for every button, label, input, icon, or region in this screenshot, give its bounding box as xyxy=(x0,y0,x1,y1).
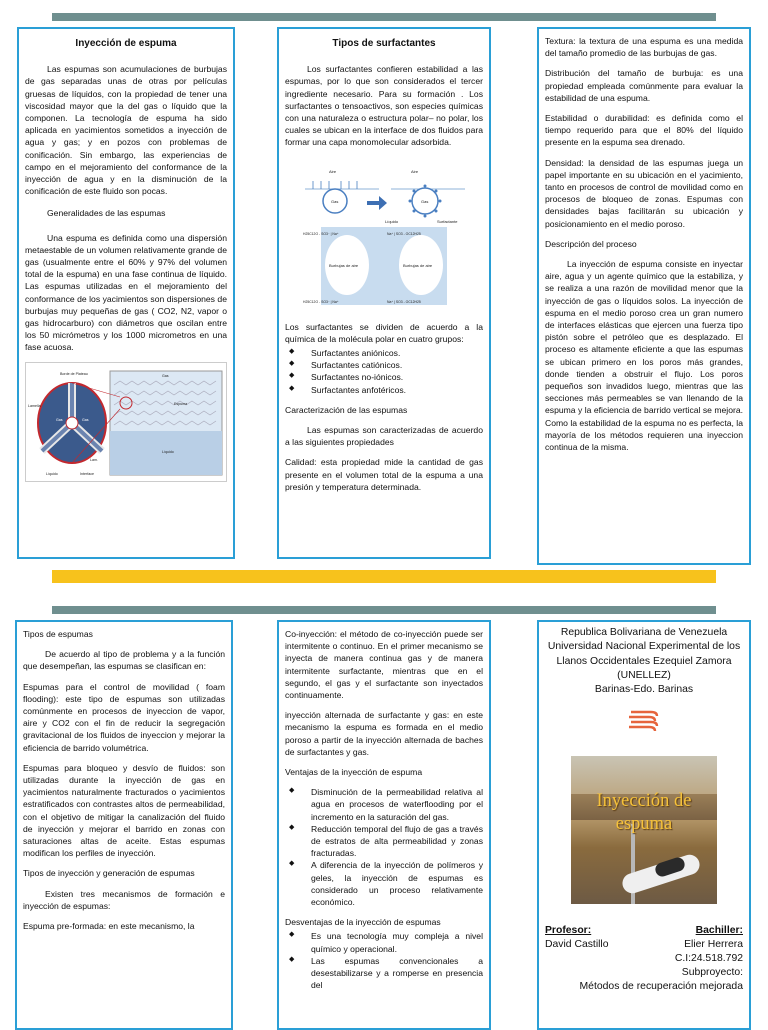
section-title: Tipos de surfactantes xyxy=(332,38,436,49)
section-subtitle: Tipos de espumas xyxy=(23,629,93,639)
disadvantages-list xyxy=(285,930,483,991)
fig-label: Na⁺ | SO3 - OC12H25 xyxy=(387,231,421,236)
paragraph: Estabilidad o durabilidad: es definida como el tiempo requerido para que el 80% del líquido presente en la espuma sea drenado. xyxy=(545,113,743,148)
paragraph: Co-inyección: el método de co-inyección puede ser intermitente o continuo. En el primer mecanismo se inyecta de manera continua gas y de manera intermitente surfactante, mientras que en el segundo, el gas y el surfactante son inyectados continuamente. xyxy=(285,629,483,701)
section-subtitle: Ventajas de la inyección de espuma xyxy=(285,767,423,778)
professor-label: Profesor: xyxy=(545,924,592,936)
cover-title: Inyección de espuma xyxy=(596,790,692,835)
student-id: C.I:24.518.792 xyxy=(674,952,743,964)
student-name: Elier Herrera xyxy=(684,938,743,950)
fig-label: Líquido xyxy=(162,449,174,454)
fig-label: Lam. xyxy=(90,457,98,462)
fig-label: Interface xyxy=(80,471,94,476)
paragraph: La inyección de espuma consiste en inyectar aire, agua y un agente químico que la estabiliza, y se realiza a una razón de movilidad menor que la inyección de gas o líquidos solos. La inyección de espuma en el medio poroso crea un gran numero de interfaces elásticas que ejercen una fuerza tipo pistón sobre el petróleo que es desplazado. El proceso es altamente eficiente a que las espumas se ubican primero en los poros más grandes, donde tienden a obstruir el flujo. Los poros pequeños son invadidos luego, mientras que las secciones más permeables se van llenando de la espuma y la eficiencia de barrido vertical se mejora. Como la estabilidad de la espuma no es perfecta, la mayoría de los métodos requieren una inyeccion continua de la misma. xyxy=(545,259,743,453)
fig-label: Gas xyxy=(82,417,89,422)
fig-label: Gas xyxy=(56,417,63,422)
fig-label: Burbujas de aire xyxy=(403,262,433,268)
fig-label: H25C12O - SO3⁻ | Na⁺ xyxy=(303,299,339,304)
paragraph: Distribución del tamaño de burbuja: es una propiedad empleada comúnmente para evaluar la estabilidad de una espuma. xyxy=(545,68,743,103)
list-item: ◆ Surfactantes catiónicos. xyxy=(311,359,483,371)
fig-label: Gas xyxy=(421,198,429,204)
paragraph: Una espuma es definida como una dispersión metaestable de un volumen relativamente grande de gas (usualmente entre el 60% y 97% del volumen total de la espuma) en una fase continua de líquido. Las espumas utilizadas en el mejoramiento del conformance de los yacimientos son dispersiones de burbujas muy pequeñas de gas ( CO2, N2, vapor o gas hidrocarburo) con diámetros que oscilan entre los 50 micrómetros y los 1000 micrometros en una fase acuosa. xyxy=(25,232,227,353)
list-item: ◆ Surfactantes no-iónicos. xyxy=(311,371,483,383)
student-label: Bachiller: xyxy=(695,924,743,936)
panel-tipos-de-surfactantes xyxy=(277,27,491,559)
subproject-label: Subproyecto: xyxy=(681,966,743,978)
foam-structure-figure xyxy=(25,362,227,482)
fig-label: Espuma xyxy=(174,401,188,406)
paragraph: Los surfactantes se dividen de acuerdo a la química de la molécula polar en cuatro grupos: xyxy=(285,321,483,344)
subproject-name: Métodos de recuperación mejorada xyxy=(579,980,743,992)
paragraph: Espuma pre-formada: en este mecanismo, la xyxy=(23,921,195,932)
list-item: ◆ Surfactantes anfotéricos. xyxy=(311,384,483,396)
paragraph: Densidad: la densidad de las espumas juega un papel importante en su ubicación en el yacimiento, tanto en procesos de control de movilidad como en procesos de bloqueo de zonas. Espumas con densidades bajas facilitarán su ubicación y posicionamiento en el medio poroso. xyxy=(545,157,743,229)
panel-co-inyeccion xyxy=(277,620,491,1030)
fig-label: Aire xyxy=(411,168,419,174)
fig-label: Borde de Plateau xyxy=(60,371,88,376)
paragraph: Espumas para bloqueo y desvío de fluidos: son utilizadas durante la inyección de gas en yacimientos naturalmente fracturados o yacimientos estratificados con contrastes altos de permeabilidad, con el objetivo de mitigar la canalización del fluido de inyección y mejorar el barrido en zonas con saturaciones altas de aceite. Estas espumas modifican los perfiles de inyección. xyxy=(23,762,225,859)
advantages-list xyxy=(285,786,483,908)
fig-label: Lamella xyxy=(28,403,41,408)
professor-name: David Castillo xyxy=(545,938,609,950)
paragraph: Espumas para el control de movilidad ( foam flooding): este tipo de espumas son utilizadas comúnmente en procesos de inyeccion de vapor, aire y CO2 con el fin de reducir la segregación gravitacional de los fluidos de inyeccion y mejorar la eficiencia de barrido volumétrica. xyxy=(23,681,225,753)
section-subtitle: Desventajas de la inyección de espumas xyxy=(285,917,441,928)
paragraph: De acuerdo al tipo de problema y a la función que desempeñan, las espumas se clasifican en: xyxy=(23,649,225,672)
panel-cover xyxy=(537,620,751,1030)
fig-label: Gas xyxy=(331,198,339,204)
paragraph: Los surfactantes confieren estabilidad a las espumas, por lo que son considerados el tercer ingrediente necesario. Para su formación . Los surfactantes o tensoactivos, son especies químicas con una naturaleza o estructura polar– no polar, los cuales se ubican en la interface de dos fluidos para formar una capa monomolecular adsorbida. xyxy=(285,64,483,148)
fig-label: H25C12O - SO3⁻ | Na⁺ xyxy=(303,231,339,236)
section-subtitle: Caracterización de las espumas xyxy=(285,404,408,415)
university-name: Universidad Nacional Experimental de los Llanos Occidentales Ezequiel Zamora xyxy=(547,641,741,667)
fig-label: Líquido xyxy=(385,218,399,224)
surfactant-group-list xyxy=(285,347,483,396)
list-item: ◆ Disminución de la permeabilidad relativa al agua en procesos de waterflooding por el incremento en la saturación del gas. xyxy=(311,786,483,823)
fig-label: Líquido xyxy=(46,471,58,476)
fig-label: Gas xyxy=(162,373,169,378)
panel-propiedades-y-proceso xyxy=(537,27,751,565)
top-accent-bar xyxy=(52,13,716,21)
fig-label: Burbujas de aire xyxy=(329,262,359,268)
section-title: Inyección de espuma xyxy=(75,38,177,49)
section-subtitle: Generalidades de las espumas xyxy=(47,208,166,219)
paragraph: Calidad: esta propiedad mide la cantidad de gas presente en el volumen total de la espuma a una presión y temperatura determinada. xyxy=(285,457,483,492)
location-line: Barinas-Edo. Barinas xyxy=(594,684,694,696)
paragraph: Existen tres mecanismos de formación e inyección de espumas: xyxy=(23,888,225,911)
panel-tipos-de-espumas xyxy=(15,620,233,1030)
university-logo xyxy=(627,706,661,736)
yellow-divider-bar xyxy=(52,570,716,583)
middle-accent-bar xyxy=(52,606,716,614)
paragraph: Tipos de inyección y generación de espumas xyxy=(23,868,195,879)
university-acronym: (UNELLEZ) xyxy=(617,670,671,682)
list-item: ◆ Surfactantes aniónicos. xyxy=(311,347,483,359)
list-item: ◆ Las espumas convencionales a desestabilizarse y a romperse en presencia del xyxy=(311,955,483,992)
fig-label: Na⁺ | SO3 - OC12H25 xyxy=(387,299,421,304)
paragraph: Textura: la textura de una espuma es una medida del tamaño promedio de las burbujas de gas. xyxy=(545,36,743,59)
list-item: ◆ Es una tecnología muy compleja a nivel químico y operacional. xyxy=(311,930,483,954)
list-item: ◆ A diferencia de la inyección de polímeros y geles, la inyección de espumas es considerado un proceso relativamente económico. xyxy=(311,859,483,908)
paragraph: Las espumas son caracterizadas de acuerdo a las siguientes propiedades xyxy=(285,425,483,448)
paragraph: inyección alternada de surfactante y gas: en este mecanismo la espuma es formada en el medio poroso a partir de la inyección alternada de baches de surfactantes y gas. xyxy=(285,710,483,757)
fig-label: Aire xyxy=(329,168,337,174)
fig-label: Surfactante xyxy=(437,218,458,224)
list-item: ◆ Reducción temporal del flujo de gas a través de estratos de alta permeabilidad y zonas fracturadas. xyxy=(311,823,483,860)
paragraph: Las espumas son acumulaciones de burbujas de gas separadas unas de otras por películas gruesas de líquidos, con la propiedad de tener una viscosidad mayor que la del gas o líquido que la componen. La tecnología de espuma ha sido aplicada en yacimientos sometidos a inyección de agua y gas; y en pozos con problemas de conificación. Sin embargo, las experiencias de campo en el mejoramiento del conformance de la inyección de agua y en la disminución de la conificación de este fluido son pocas. xyxy=(25,64,227,197)
surfactant-diagram-figure xyxy=(299,161,469,311)
republic-line: Republica Bolivariana de Venezuela xyxy=(560,627,728,638)
section-subtitle: Descripción del proceso xyxy=(545,238,637,249)
cover-image xyxy=(571,756,717,904)
panel-inyeccion-de-espuma xyxy=(17,27,235,559)
